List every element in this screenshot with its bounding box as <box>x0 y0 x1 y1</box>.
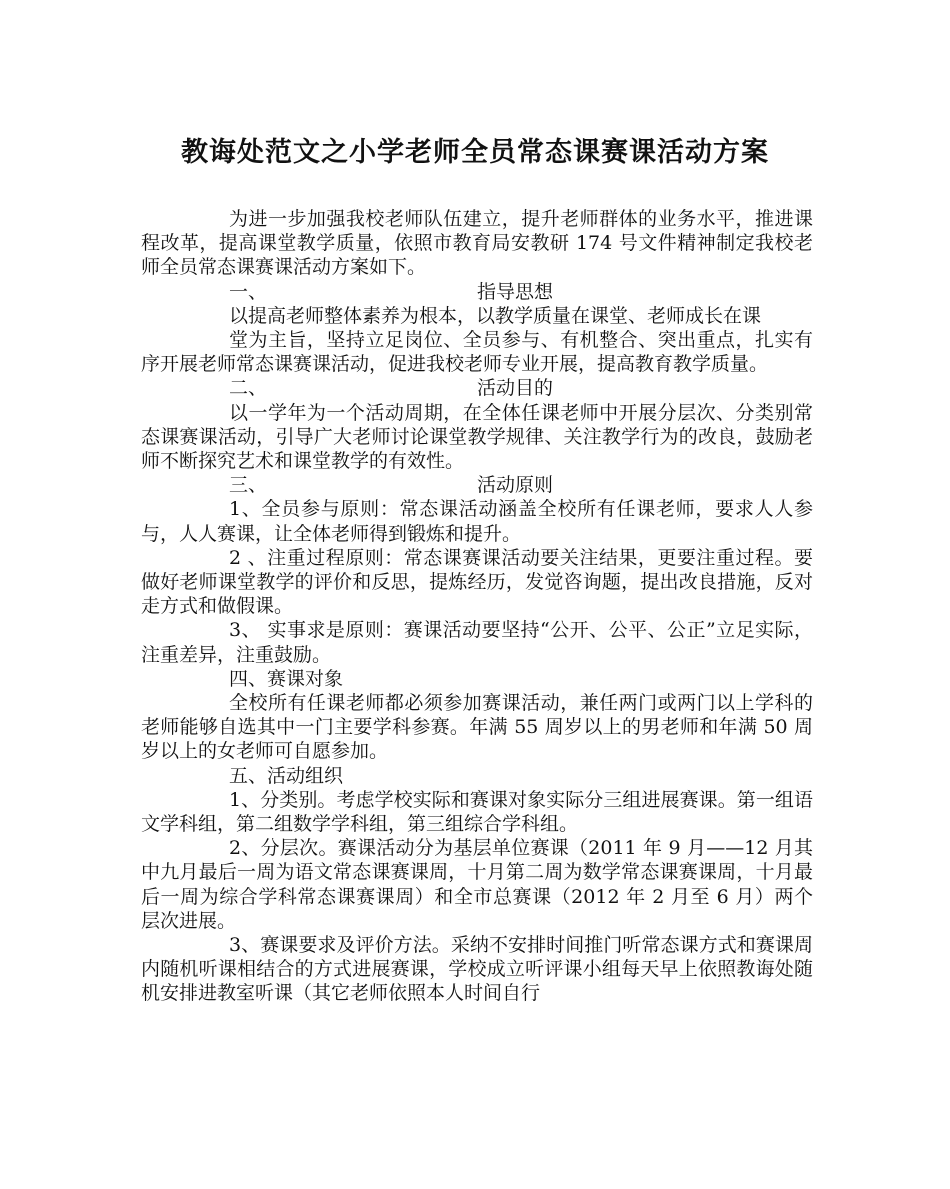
document-title: 教诲处范文之小学老师全员常态课赛课活动方案 <box>181 137 769 168</box>
section-heading-1 <box>141 280 813 304</box>
section-number: 一、 <box>229 280 268 303</box>
intro-paragraph: 为进一步加强我校老师队伍建立，提升老师群体的业务水平，推进课程改革，提高课堂教学质量，依照市教育局安教研 174 号文件精神制定我校老师全员常态课赛课活动方案如下。 <box>141 208 813 279</box>
section-title: 活动原则 <box>477 474 554 497</box>
paragraph: 以一学年为一个活动周期，在全体任课老师中开展分层次、分类别常态课赛课活动，引导广大老师讨论课堂教学规律、关注教学行为的改良，鼓励老师不断探究艺术和课堂教学的有效性。 <box>141 401 813 472</box>
paragraph: 3、 实事求是原则：赛课活动要坚持“公开、公平、公正”立足实际，注重差异，注重鼓励。 <box>141 619 813 666</box>
paragraph: 堂为主旨，坚持立足岗位、全员参与、有机整合、突出重点，扎实有序开展老师常态课赛课活动，促进我校老师专业开展，提高教育教学质量。 <box>141 329 813 376</box>
section-number: 二、 <box>229 377 268 400</box>
section-heading-4: 四、赛课对象 <box>229 667 344 690</box>
document-body <box>141 207 813 1006</box>
paragraph: 3、赛课要求及评价方法。采纳不安排时间推门听常态课方式和赛课周内随机听课相结合的方式进展赛课，学校成立听评课小组每天早上依照教诲处随机安排进教室听课（其它老师依照本人时间自行 <box>141 934 813 1005</box>
section-heading-5: 五、活动组织 <box>229 764 344 787</box>
section-number: 三、 <box>229 474 268 497</box>
paragraph: 2、分层次。赛课活动分为基层单位赛课（2011 年 9 月——12 月其中九月最后一周为语文常态课赛课周，十月第二周为数学常态课赛课周，十月最后一周为综合学科常态课赛课周）和全市总赛课（2012 年 2 月至 6 月）两个层次进展。 <box>141 837 813 932</box>
section-heading-3 <box>141 473 813 497</box>
paragraph: 2 、注重过程原则：常态课赛课活动要关注结果，更要注重过程。要做好老师课堂教学的评价和反思，提炼经历，发觉咨询题，提出改良措施，反对走方式和做假课。 <box>141 546 813 618</box>
paragraph: 1、分类别。考虑学校实际和赛课对象实际分三组进展赛课。第一组语文学科组，第二组数学学科组，第三组综合学科组。 <box>141 788 813 836</box>
section-title: 指导思想 <box>477 280 554 303</box>
paragraph: 全校所有任课老师都必须参加赛课活动，兼任两门或两门以上学科的老师能够自选其中一门主要学科参赛。年满 55 周岁以上的男老师和年满 50 周岁以上的女老师可自愿参加。 <box>141 692 813 763</box>
paragraph: 以提高老师整体素养为根本，以教学质量在课堂、老师成长在课 <box>229 304 762 327</box>
section-heading-2 <box>141 376 813 400</box>
paragraph: 1、全员参与原则：常态课活动涵盖全校所有任课老师，要求人人参与，人人赛课，让全体老师得到锻炼和提升。 <box>141 498 813 545</box>
section-title: 活动目的 <box>477 377 554 400</box>
